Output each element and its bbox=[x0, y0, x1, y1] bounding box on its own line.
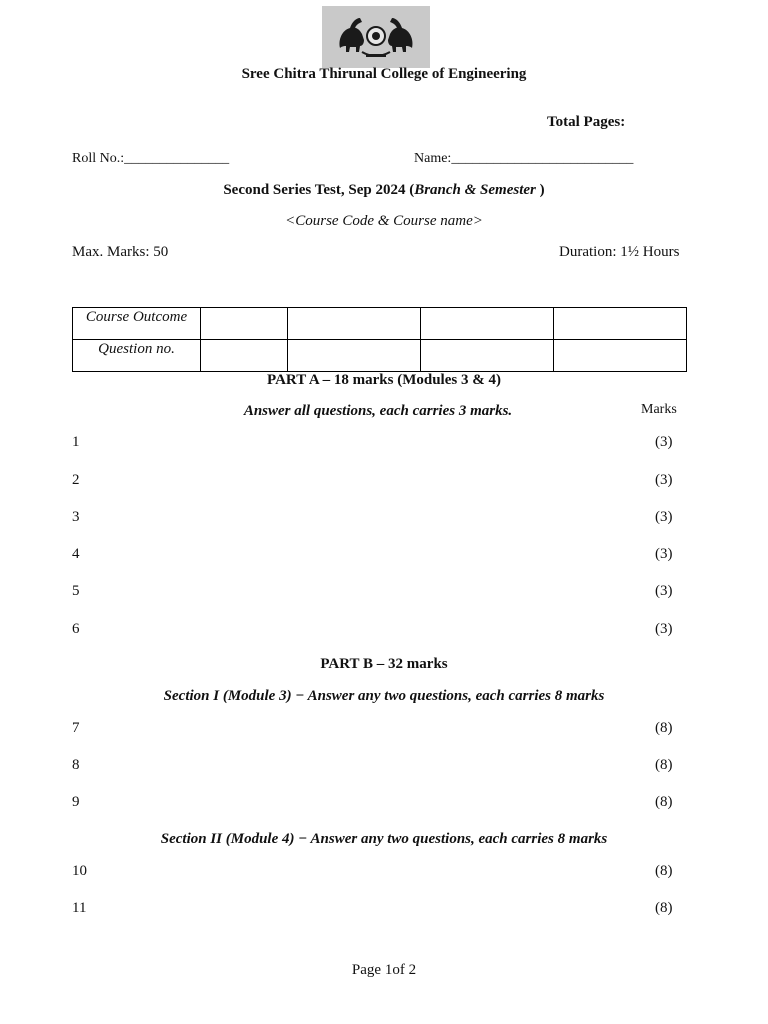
question-number-label: Question no. bbox=[73, 340, 201, 372]
question-number: 3 bbox=[72, 509, 80, 525]
question-number-cell bbox=[288, 340, 421, 372]
duration: Duration: 1½ Hours bbox=[559, 244, 680, 260]
question-marks: (8) bbox=[655, 900, 673, 916]
question-marks: (8) bbox=[655, 757, 673, 773]
test-title-end: ) bbox=[535, 182, 545, 198]
part-a-title: PART A – 18 marks (Modules 3 & 4) bbox=[267, 372, 501, 388]
college-name: Sree Chitra Thirunal College of Engineering bbox=[241, 66, 527, 82]
part-b-title: PART B – 32 marks bbox=[320, 656, 448, 672]
section-1-title: Section I (Module 3) − Answer any two questions, each carries 8 marks bbox=[163, 688, 605, 704]
question-number: 11 bbox=[72, 900, 87, 916]
question-marks: (3) bbox=[655, 621, 673, 637]
question-number: 1 bbox=[72, 434, 80, 450]
course-outcome-cell bbox=[554, 308, 687, 340]
max-marks: Max. Marks: 50 bbox=[72, 244, 169, 260]
question-number-row bbox=[73, 340, 687, 372]
question-number: 7 bbox=[72, 720, 80, 736]
total-pages-label: Total Pages: bbox=[547, 114, 626, 130]
question-number-cell bbox=[421, 340, 554, 372]
question-marks: (8) bbox=[655, 794, 673, 810]
name-field: Name:__________________________ bbox=[414, 151, 634, 166]
question-number: 5 bbox=[72, 583, 80, 599]
roll-number-field: Roll No.:_______________ bbox=[72, 151, 230, 166]
question-marks: (3) bbox=[655, 434, 673, 450]
part-a-instruction: Answer all questions, each carries 3 marks. bbox=[243, 403, 513, 419]
question-number: 4 bbox=[72, 546, 80, 562]
test-title-branch-semester: Branch & Semester bbox=[414, 182, 536, 198]
question-number: 8 bbox=[72, 757, 80, 773]
college-emblem-logo bbox=[322, 6, 430, 68]
question-number: 2 bbox=[72, 472, 80, 488]
section-2-title: Section II (Module 4) − Answer any two questions, each carries 8 marks bbox=[160, 831, 608, 847]
question-marks: (3) bbox=[655, 472, 673, 488]
course-outcome-cell bbox=[288, 308, 421, 340]
course-code-name: <Course Code & Course name> bbox=[285, 213, 483, 229]
course-outcome-row bbox=[73, 308, 687, 340]
question-marks: (3) bbox=[655, 546, 673, 562]
question-marks: (8) bbox=[655, 863, 673, 879]
question-marks: (3) bbox=[655, 583, 673, 599]
course-outcome-cell bbox=[421, 308, 554, 340]
question-marks: (3) bbox=[655, 509, 673, 525]
test-title bbox=[0, 182, 768, 199]
question-number-cell bbox=[201, 340, 288, 372]
course-outcome-cell bbox=[201, 308, 288, 340]
course-outcome-table bbox=[72, 307, 687, 372]
marks-column-header: Marks bbox=[641, 402, 677, 417]
question-number-cell bbox=[554, 340, 687, 372]
test-title-main: Second Series Test, Sep 2024 ( bbox=[223, 182, 415, 198]
course-outcome-label: Course Outcome bbox=[73, 308, 201, 340]
question-number: 9 bbox=[72, 794, 80, 810]
question-marks: (8) bbox=[655, 720, 673, 736]
question-number: 10 bbox=[72, 863, 87, 879]
page-footer: Page 1of 2 bbox=[351, 962, 417, 978]
question-number: 6 bbox=[72, 621, 80, 637]
